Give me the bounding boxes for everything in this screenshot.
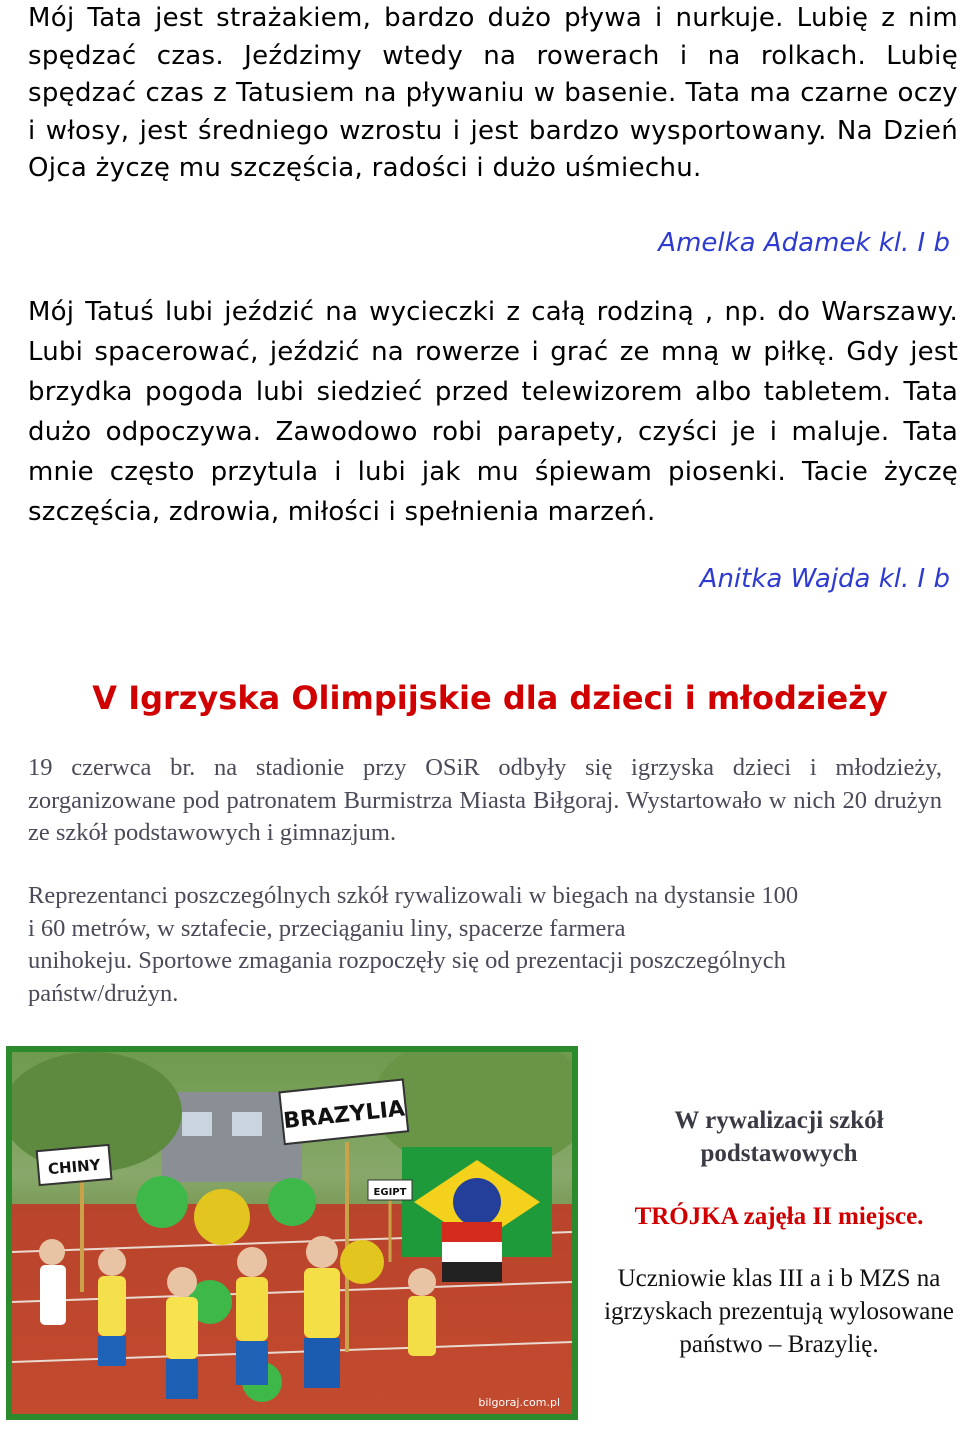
article-paragraph-2-line: Reprezentanci poszczególnych szkół rywalizowali w biegach na dystansie 100 [28, 882, 799, 909]
egypt-flag [442, 1222, 502, 1242]
letter-2-signature: Anitka Wajda kl. I b [699, 564, 950, 594]
parade-photo-illustration [12, 1052, 572, 1414]
pompom [340, 1240, 384, 1284]
track-line [12, 1282, 572, 1302]
letter-1-text: Mój Tata jest strażakiem, bardzo dużo pływa i nurkuje. Lubię z nim spędzać czas. Jeździmy wtedy na rowerach i na rolkach. Lubię spędzać czas z Tatusiem na pływaniu w basenie. Tata ma czarne oczy i włosy, jest średniego wzrostu i jest bardzo wysportowany. Na Dzień Ojca życzę mu szczęścia, radości i dużo uśmiechu. [28, 3, 958, 183]
pompom [136, 1176, 188, 1228]
building-window [182, 1112, 212, 1136]
brazil-flag-globe [453, 1178, 501, 1226]
building-window [232, 1112, 262, 1136]
pompom [268, 1178, 316, 1226]
caption-line-1: W rywalizacji szkół podstawowych [674, 1107, 884, 1167]
letter-1-signature: Amelka Adamek kl. I b [658, 228, 950, 258]
caption-line-3: Uczniowie klas III a i b MZS na igrzyskach prezentują wylosowane państwo – Brazylię. [604, 1265, 954, 1358]
caption-line-2: TRÓJKA zajęła II miejsce. [634, 1203, 924, 1230]
photo-watermark: bilgoraj.com.pl [478, 1396, 560, 1409]
article-paragraph-2-line: i 60 metrów, w sztafecie, przeciąganiu liny, spacerze farmera [28, 914, 626, 942]
track-line [12, 1342, 572, 1362]
article-paragraph-2 [28, 880, 942, 1010]
article-paragraph-1: 19 czerwca br. na stadionie przy OSiR odbyły się igrzyska dzieci i młodzieży, zorganizowane pod patronatem Burmistrza Miasta Biłgoraj. Wystartowało w nich 20 drużyn ze szkół podstawowych i gimnazjum. [28, 754, 942, 846]
article-paragraph-2-line: państw/drużyn. [28, 979, 179, 1007]
sign-egipt-text: EGIPT [373, 1187, 407, 1198]
letter-2-text: Mój Tatuś lubi jeździć na wycieczki z całą rodziną , np. do Warszawy. Lubi spacerować, jeździć na rowerze i grać ze mną w piłkę. Gdy jest brzydka pogoda lubi siedzieć przed telewizorem albo tabletem. Tata dużo odpoczywa. Zawodowo robi parapety, czyści je i maluje. Tata mnie często przytula i lubi jak mu śpiewam piosenki. Tacie życzę szczęścia, zdrowia, miłości i spełnienia marzeń. [28, 297, 958, 527]
article-paragraph-2-line: unihokeju. Sportowe zmagania rozpoczęły się od prezentacji poszczególnych [28, 947, 786, 974]
pompom [194, 1189, 250, 1245]
article-heading: V Igrzyska Olimpijskie dla dzieci i młodzieży [92, 679, 888, 717]
sign-brazylia-text: BRAZYLIA [282, 1096, 407, 1135]
parade-photo [6, 1046, 578, 1420]
sign-chiny-text: CHINY [47, 1155, 102, 1179]
